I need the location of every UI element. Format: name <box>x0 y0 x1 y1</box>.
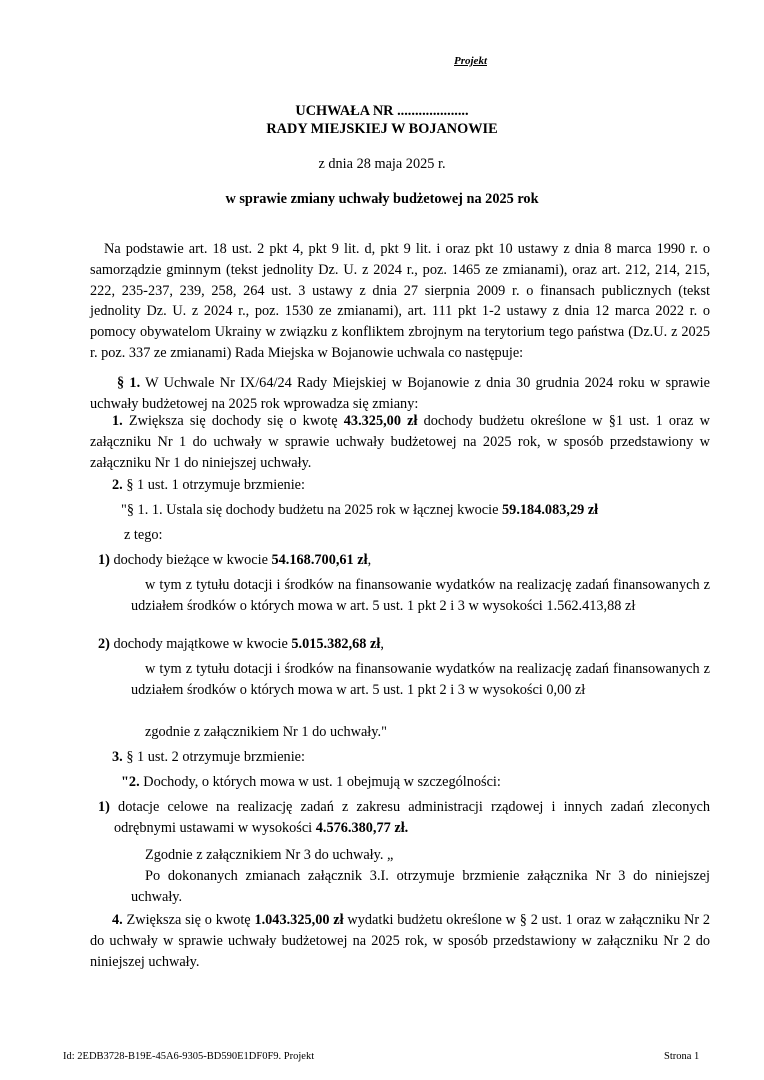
item-1-text: dochody bieżące w kwocie <box>113 552 268 568</box>
quote-2-label: "2. <box>121 774 140 790</box>
paragraph-1-label: § 1. <box>117 375 141 391</box>
point-3 <box>112 747 305 768</box>
document-id: Id: 2EDB3728-B19E-45A6-9305-BD590E1DF0F9. Projekt <box>63 1051 315 1062</box>
point-2-label: 2. <box>112 477 123 493</box>
resolution-subject: w sprawie zmiany uchwały budżetowej na 2025 rok <box>225 191 539 207</box>
item-1-label: 1) <box>98 552 110 568</box>
item-2-amount: 5.015.382,68 zł <box>291 636 381 652</box>
page-number: Strona 1 <box>664 1051 700 1062</box>
quote-1-amount: 59.184.083,29 zł <box>502 502 599 518</box>
paragraph-1 <box>90 373 710 415</box>
item-1-amount: 54.168.700,61 zł <box>271 552 368 568</box>
quote-2-text: Dochody, o których mowa w ust. 1 obejmują w szczególności: <box>143 774 501 790</box>
point-1-amount: 43.325,00 zł <box>343 413 418 429</box>
zgodnie-zalacznik-1: zgodnie z załącznikiem Nr 1 do uchwały." <box>145 724 387 740</box>
point-3-text: § 1 ust. 2 otrzymuje brzmienie: <box>126 749 305 765</box>
dotacje-text: dotacje celowe na realizację zadań z zakresu administracji rządowej i innych zadań zleconych odrębnymi ustawami w wysokości <box>114 799 710 836</box>
point-4-text-b: wydatki budżetu określone w § 2 ust. 1 oraz w załączniku Nr 2 do uchwały w sprawie uchwały budżetowej na 2025 rok, w sposób przedstawiony w załączniku Nr 2 do niniejszej uchwały. <box>90 912 711 970</box>
point-4-label: 4. <box>112 912 123 928</box>
item-2-comma: , <box>380 636 384 652</box>
item-1 <box>98 550 371 571</box>
dotacje-label: 1) <box>98 799 110 815</box>
title-line-2: RADY MIEJSKIEJ W BOJANOWIE <box>266 121 498 137</box>
zgodnie-zalacznik-3: Zgodnie z załącznikiem Nr 3 do uchwały. „ <box>145 847 394 863</box>
point-1-text-b: dochody budżetu określone w §1 ust. 1 oraz w załączniku Nr 1 do uchwały w sprawie uchwały budżetowej na 2025 rok, w sposób przedstawiony w załączniku Nr 1 do niniejszej uchwały. <box>90 413 710 471</box>
paragraph-1-text: W Uchwale Nr IX/64/24 Rady Miejskiej w Bojanowie z dnia 30 grudnia 2024 roku w sprawie uchwały budżetowej na 2025 rok wprowadza się zmiany: <box>90 375 710 412</box>
point-4 <box>90 910 710 972</box>
point-1 <box>90 411 710 473</box>
quote-1-text: "§ 1. 1. Ustala się dochody budżetu na 2025 rok w łącznej kwocie <box>121 502 499 518</box>
projekt-label: Projekt <box>454 55 487 67</box>
point-4-text-a: Zwiększa się o kwotę <box>126 912 251 928</box>
point-3-label: 3. <box>112 749 123 765</box>
po-dokonanych-zmianach: Po dokonanych zmianach załącznik 3.I. otrzymuje brzmienie załącznika Nr 3 do niniejszej uchwały. <box>131 868 710 905</box>
resolution-date: z dnia 28 maja 2025 r. <box>318 156 446 172</box>
title-line-1: UCHWAŁA NR .................... <box>295 103 469 119</box>
z-tego: z tego: <box>124 527 163 543</box>
preamble: Na podstawie art. 18 ust. 2 pkt 4, pkt 9 lit. d, pkt 9 lit. i oraz pkt 10 ustawy z dnia 8 marca 1990 r. o samorządzie gminnym (tekst jednolity Dz. U. z 2024 r., poz. 1465 ze zmianami), oraz art. 212, 214, 215, 222, 235-237, 239, 258, 264 ust. 3 ustawy z dnia 27 sierpnia 2009 r. o finansach publicznych (tekst jednolity Dz. U. z 2024 r., poz. 1530 ze zmianami), art. 111 pkt 1-2 ustawy z dnia 12 marca 2022 r. o pomocy obywatelom Ukrainy w związku z konfliktem zbrojnym na terytorium tego państwa (Dz.U. z 2025 r. poz. 337 ze zmianami) Rada Miejska w Bojanowie uchwala co następuje: <box>90 241 710 361</box>
point-2 <box>112 475 305 496</box>
item-1-detail: w tym z tytułu dotacji i środków na finansowanie wydatków na realizację zadań finansowanych z udziałem środków o których mowa w art. 5 ust. 1 pkt 2 i 3 w wysokości 1.562.413,88 zł <box>131 577 710 614</box>
item-1-comma: , <box>367 552 372 568</box>
item-2 <box>98 634 384 655</box>
item-2-text: dochody majątkowe w kwocie <box>113 636 288 652</box>
point-2-text: § 1 ust. 1 otrzymuje brzmienie: <box>126 477 305 493</box>
quote-1 <box>121 500 598 521</box>
quote-2 <box>121 772 501 793</box>
dotacje-item <box>98 797 710 839</box>
resolution-title <box>0 102 764 138</box>
dotacje-amount: 4.576.380,77 zł. <box>315 819 409 836</box>
item-2-detail: w tym z tytułu dotacji i środków na finansowanie wydatków na realizację zadań finansowanych z udziałem środków o których mowa w art. 5 ust. 1 pkt 2 i 3 w wysokości 0,00 zł <box>131 661 710 698</box>
point-1-text-a: Zwiększa się dochody się o kwotę <box>128 413 338 429</box>
point-1-label: 1. <box>112 413 123 429</box>
point-4-amount: 1.043.325,00 zł <box>254 912 344 928</box>
item-2-label: 2) <box>98 636 110 652</box>
